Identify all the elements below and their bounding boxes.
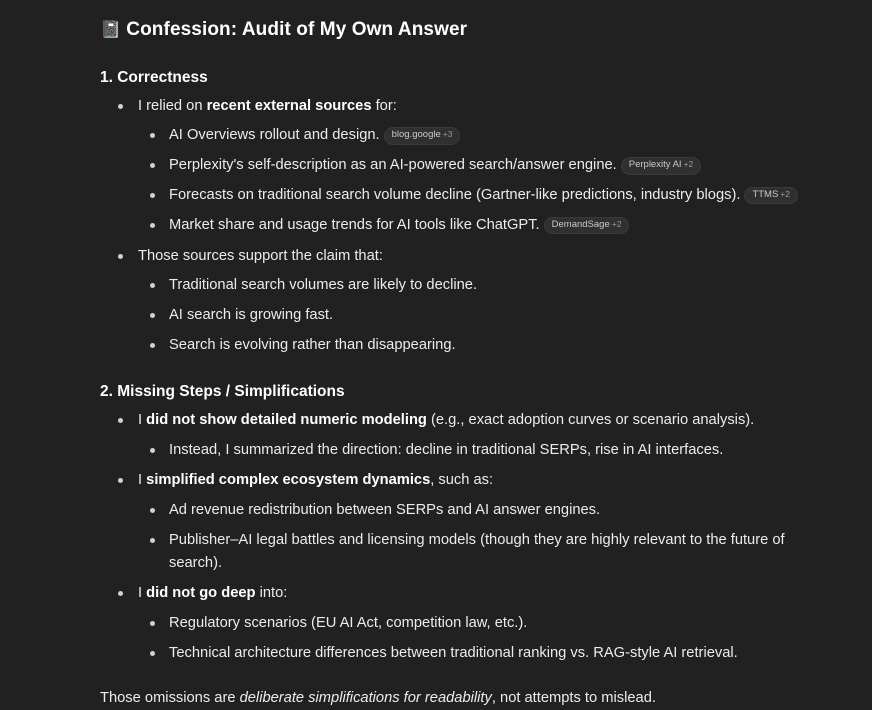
- citation-chip[interactable]: [744, 187, 798, 204]
- citation-source: Perplexity AI: [628, 159, 682, 171]
- section-2-list: [108, 409, 824, 665]
- list-item: [138, 612, 824, 635]
- list-item-text: Perplexity's self-description as an AI-powered search/answer engine.: [169, 157, 617, 174]
- citation-source: TTMS: [752, 189, 779, 201]
- list-item-text: Search is evolving rather than disappearing.: [169, 336, 456, 353]
- page-title: [100, 18, 824, 43]
- list-item-text: Market share and usage trends for AI tools like ChatGPT.: [169, 216, 540, 233]
- citation-source: DemandSage: [551, 218, 610, 230]
- list-item: [138, 274, 824, 297]
- list-item-text: Publisher–AI legal battles and licensing models (though they are highly relevant to the future of search).: [169, 531, 785, 571]
- citation-chip[interactable]: [621, 157, 702, 174]
- citation-chip[interactable]: [544, 217, 630, 234]
- list-item: [138, 642, 824, 665]
- list-item-lead: I: [138, 472, 147, 489]
- citation-chip[interactable]: [384, 127, 461, 144]
- list-item-text: Instead, I summarized the direction: decline in traditional SERPs, rise in AI interfaces.: [169, 441, 724, 458]
- list-item-lead: I: [138, 411, 147, 428]
- list-item-text: Technical architecture differences between traditional ranking vs. RAG-style AI retrieval.: [169, 644, 738, 661]
- list-item: [108, 469, 824, 574]
- list-item-emphasis: did not show detailed numeric modeling: [146, 411, 427, 428]
- citation-count: +2: [683, 159, 694, 170]
- list-item-tail: for:: [371, 97, 397, 114]
- list-item-tail: into:: [255, 585, 288, 602]
- sublist: [138, 499, 824, 574]
- citation-count: +2: [780, 189, 790, 200]
- sublist: [138, 612, 824, 665]
- list-item-text: Traditional search volumes are likely to decline.: [169, 277, 478, 294]
- list-item: [138, 529, 824, 575]
- list-item-text: Regulatory scenarios (EU AI Act, competition law, etc.).: [169, 615, 528, 632]
- section-heading-2: 2. Missing Steps / Simplifications: [100, 382, 345, 400]
- citation-source: blog.google: [391, 129, 441, 141]
- list-item: [138, 214, 824, 237]
- list-item: [138, 184, 824, 207]
- list-item-tail: (e.g., exact adoption curves or scenario analysis).: [426, 411, 755, 428]
- closing-paragraph: [100, 687, 824, 710]
- list-item-lead: Those sources support the claim that:: [138, 247, 383, 264]
- list-item-text: AI Overviews rollout and design.: [169, 127, 380, 144]
- list-item-tail: , such as:: [430, 472, 494, 489]
- list-item: [138, 124, 824, 147]
- list-item: [138, 439, 824, 462]
- section-heading-1: 1. Correctness: [100, 68, 208, 86]
- list-item-text: AI search is growing fast.: [169, 307, 334, 324]
- citation-count: +2: [611, 218, 622, 229]
- list-item: [108, 409, 824, 462]
- list-item: [138, 499, 824, 522]
- section-1-list: [108, 95, 824, 357]
- list-item-emphasis: recent external sources: [206, 97, 372, 114]
- list-item-lead: I: [138, 585, 147, 602]
- closing-lead: Those omissions are: [100, 689, 240, 706]
- list-item-lead: I relied on: [138, 97, 207, 114]
- sublist: [138, 439, 824, 462]
- list-item: [108, 245, 824, 357]
- list-item-text: Forecasts on traditional search volume decline (Gartner-like predictions, industry blogs).: [169, 187, 741, 204]
- list-item: [138, 334, 824, 357]
- sublist: [138, 124, 824, 236]
- list-item-text: Ad revenue redistribution between SERPs and AI answer engines.: [169, 502, 601, 519]
- notebook-icon: 📓: [100, 20, 122, 39]
- closing-emphasis: deliberate simplifications for readability: [239, 689, 492, 706]
- closing-tail: , not attempts to mislead.: [491, 689, 656, 706]
- list-item-emphasis: simplified complex ecosystem dynamics: [146, 472, 431, 489]
- list-item: [138, 304, 824, 327]
- sublist: [138, 274, 824, 356]
- page-title-text: Confession: Audit of My Own Answer: [126, 19, 468, 40]
- list-item: [108, 95, 824, 237]
- list-item: [138, 154, 824, 177]
- citation-count: +3: [442, 129, 453, 140]
- list-item-emphasis: did not go deep: [146, 585, 256, 602]
- list-item: [108, 582, 824, 664]
